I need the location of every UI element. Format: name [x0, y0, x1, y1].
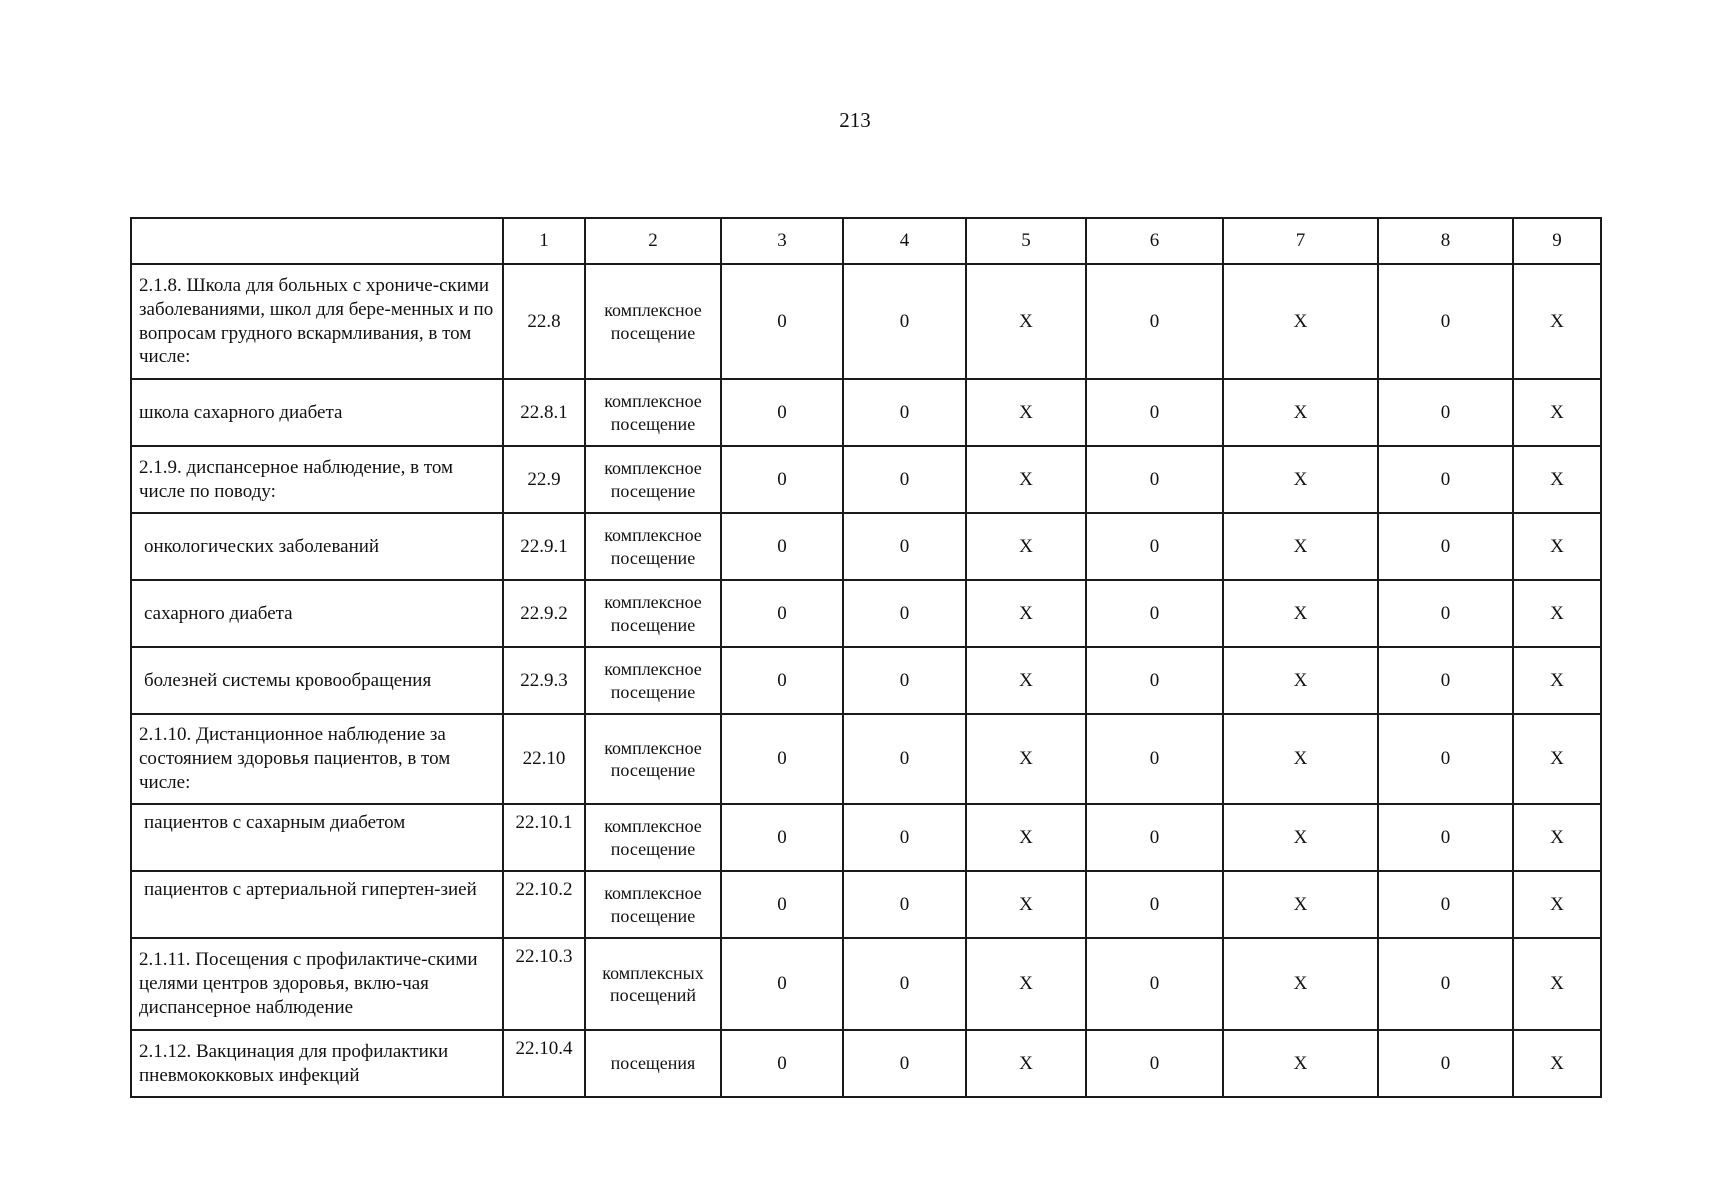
table-row — [131, 264, 1601, 379]
header-cell: 9 — [1513, 218, 1601, 264]
header-cell: 4 — [843, 218, 966, 264]
row-unit: комплексное посещение — [585, 871, 721, 938]
row-value: 0 — [843, 264, 966, 379]
row-value: 0 — [721, 804, 843, 871]
row-unit: комплексное посещение — [585, 580, 721, 647]
row-value: 0 — [721, 714, 843, 804]
row-code: 22.10.1 — [503, 804, 585, 871]
row-value: 0 — [1378, 871, 1513, 938]
header-cell: 1 — [503, 218, 585, 264]
table-row — [131, 647, 1601, 714]
row-value: X — [966, 1030, 1086, 1097]
row-value: 0 — [721, 513, 843, 580]
row-code: 22.10.2 — [503, 871, 585, 938]
row-value: 0 — [1378, 513, 1513, 580]
row-value: X — [1513, 264, 1601, 379]
row-value: 0 — [843, 938, 966, 1030]
row-value: 0 — [1086, 580, 1223, 647]
row-code: 22.8.1 — [503, 379, 585, 446]
row-value: 0 — [721, 1030, 843, 1097]
row-name: 2.1.12. Вакцинация для профилактики пневмококковых инфекций — [131, 1030, 503, 1097]
row-code: 22.9.1 — [503, 513, 585, 580]
row-value: X — [966, 513, 1086, 580]
row-value: 0 — [1378, 379, 1513, 446]
row-name: сахарного диабета — [131, 580, 503, 647]
row-value: 0 — [1086, 938, 1223, 1030]
row-value: X — [1223, 446, 1378, 513]
row-value: X — [1513, 938, 1601, 1030]
row-value: 0 — [1086, 379, 1223, 446]
row-value: X — [1223, 804, 1378, 871]
row-code: 22.9.2 — [503, 580, 585, 647]
row-unit: посещения — [585, 1030, 721, 1097]
row-value: 0 — [1086, 804, 1223, 871]
page-number: 213 — [839, 108, 871, 132]
table-row — [131, 446, 1601, 513]
row-value: 0 — [1378, 264, 1513, 379]
row-value: X — [966, 264, 1086, 379]
table-row — [131, 938, 1601, 1030]
row-value: X — [1223, 938, 1378, 1030]
row-code: 22.8 — [503, 264, 585, 379]
row-value: X — [1513, 1030, 1601, 1097]
row-value: 0 — [721, 647, 843, 714]
row-code: 22.10.3 — [503, 938, 585, 1030]
row-unit: комплексное посещение — [585, 714, 721, 804]
row-value: 0 — [1378, 714, 1513, 804]
row-value: X — [1513, 714, 1601, 804]
table-row — [131, 379, 1601, 446]
row-value: X — [1513, 446, 1601, 513]
row-code: 22.9.3 — [503, 647, 585, 714]
header-cell: 7 — [1223, 218, 1378, 264]
row-name: 2.1.10. Дистанционное наблюдение за состоянием здоровья пациентов, в том числе: — [131, 714, 503, 804]
row-unit: комплексное посещение — [585, 264, 721, 379]
row-value: X — [966, 871, 1086, 938]
row-value: X — [966, 446, 1086, 513]
row-value: X — [1223, 647, 1378, 714]
table-row — [131, 1030, 1601, 1097]
row-value: X — [966, 938, 1086, 1030]
row-value: 0 — [843, 647, 966, 714]
row-value: 0 — [721, 446, 843, 513]
row-unit: комплексное посещение — [585, 446, 721, 513]
row-value: 0 — [1086, 647, 1223, 714]
row-value: 0 — [843, 379, 966, 446]
row-value: X — [966, 714, 1086, 804]
table-row — [131, 714, 1601, 804]
row-code: 22.10.4 — [503, 1030, 585, 1097]
row-value: 0 — [721, 264, 843, 379]
row-name: онкологических заболеваний — [131, 513, 503, 580]
row-value: X — [1223, 714, 1378, 804]
row-code: 22.9 — [503, 446, 585, 513]
header-cell: 5 — [966, 218, 1086, 264]
row-name: 2.1.11. Посещения с профилактиче-скими целями центров здоровья, вклю-чая диспансерное наблюдение — [131, 938, 503, 1030]
row-name: пациентов с артериальной гипертен-зией — [131, 871, 503, 938]
row-value: X — [1223, 379, 1378, 446]
row-name: школа сахарного диабета — [131, 379, 503, 446]
row-value: 0 — [1086, 714, 1223, 804]
table-row — [131, 580, 1601, 647]
row-value: X — [1513, 379, 1601, 446]
header-cell: 3 — [721, 218, 843, 264]
row-value: 0 — [843, 513, 966, 580]
row-value: 0 — [721, 938, 843, 1030]
row-value: 0 — [843, 1030, 966, 1097]
row-value: 0 — [843, 446, 966, 513]
table-row — [131, 804, 1601, 871]
row-value: 0 — [1086, 264, 1223, 379]
row-value: X — [1513, 871, 1601, 938]
row-value: 0 — [1378, 938, 1513, 1030]
row-value: X — [1223, 513, 1378, 580]
row-value: 0 — [843, 871, 966, 938]
header-cell — [131, 218, 503, 264]
row-value: 0 — [1378, 1030, 1513, 1097]
row-value: 0 — [843, 714, 966, 804]
row-value: X — [966, 379, 1086, 446]
row-value: 0 — [1086, 1030, 1223, 1097]
row-value: 0 — [1378, 647, 1513, 714]
row-value: 0 — [1378, 580, 1513, 647]
row-name: 2.1.9. диспансерное наблюдение, в том числе по поводу: — [131, 446, 503, 513]
row-unit: комплексное посещение — [585, 647, 721, 714]
row-value: X — [1223, 580, 1378, 647]
header-cell: 2 — [585, 218, 721, 264]
row-code: 22.10 — [503, 714, 585, 804]
row-value: X — [1513, 513, 1601, 580]
row-name: пациентов с сахарным диабетом — [131, 804, 503, 871]
row-value: 0 — [1086, 871, 1223, 938]
row-name: 2.1.8. Школа для больных с хрониче-скими заболеваниями, школ для бере-менных и по вопросам грудного вскармливания, в том числе: — [131, 264, 503, 379]
row-unit: комплексных посещений — [585, 938, 721, 1030]
row-value: X — [1223, 264, 1378, 379]
row-value: X — [1513, 580, 1601, 647]
row-value: 0 — [1086, 446, 1223, 513]
row-value: X — [1513, 804, 1601, 871]
header-row — [131, 218, 1601, 264]
header-cell: 6 — [1086, 218, 1223, 264]
row-value: 0 — [843, 580, 966, 647]
row-value: X — [1513, 647, 1601, 714]
row-value: 0 — [843, 804, 966, 871]
row-value: 0 — [721, 379, 843, 446]
row-value: 0 — [1378, 804, 1513, 871]
row-unit: комплексное посещение — [585, 804, 721, 871]
row-unit: комплексное посещение — [585, 379, 721, 446]
row-value: X — [966, 804, 1086, 871]
row-value: X — [1223, 871, 1378, 938]
row-value: X — [966, 580, 1086, 647]
row-name: болезней системы кровообращения — [131, 647, 503, 714]
row-value: X — [966, 647, 1086, 714]
table-row — [131, 513, 1601, 580]
row-value: 0 — [1086, 513, 1223, 580]
row-value: 0 — [721, 580, 843, 647]
table-row — [131, 871, 1601, 938]
row-unit: комплексное посещение — [585, 513, 721, 580]
row-value: 0 — [1378, 446, 1513, 513]
data-table — [130, 217, 1602, 1098]
row-value: X — [1223, 1030, 1378, 1097]
header-cell: 8 — [1378, 218, 1513, 264]
row-value: 0 — [721, 871, 843, 938]
